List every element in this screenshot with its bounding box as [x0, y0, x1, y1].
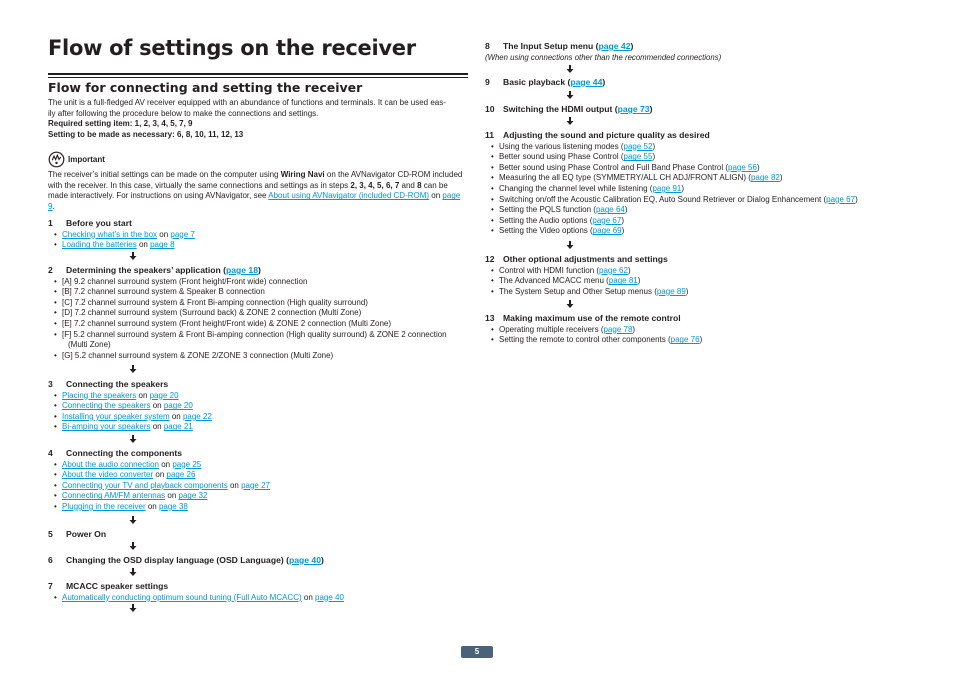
item-link[interactable]: Connecting AM/FM antennas	[62, 491, 166, 501]
step-7-list	[48, 593, 468, 604]
step-12	[485, 254, 905, 297]
list-item: • [C] 7.2 channel surround system & Front Bi-amping connection (High quality surround)	[54, 298, 468, 309]
page-number-badge: 5	[461, 646, 493, 658]
item-end: )	[652, 152, 656, 162]
step-6-page-link[interactable]: page 40	[288, 555, 321, 565]
item-page-link[interactable]: page 55	[623, 152, 653, 162]
step-10-title	[485, 104, 905, 115]
list-item	[491, 335, 905, 346]
step-2-title-text: Determining the speakers’ application (	[66, 265, 226, 275]
important-text-b: on the AVNavigator CD-ROM included with the receiver. In this case, virtually the same connections and settings as in steps	[48, 170, 463, 190]
item-page-link[interactable]: page 21	[163, 422, 193, 432]
step-10-title-text: Switching the HDMI output (	[503, 104, 618, 114]
step-2-title-end: )	[258, 265, 261, 275]
step-3-title	[48, 379, 468, 390]
item-end: )	[756, 162, 760, 172]
list-item	[491, 163, 905, 174]
required-label: Required setting item	[48, 119, 130, 129]
step-11-title-text: Adjusting the sound and picture quality as desired	[503, 130, 710, 140]
item-page-link[interactable]: page 26	[166, 470, 196, 480]
step-13-list	[485, 325, 905, 346]
flow-arrow-down-icon	[129, 435, 137, 443]
title-rule-thin	[48, 77, 468, 78]
list-item: • [G] 5.2 channel surround system & ZONE 2/ZONE 3 connection (Multi Zone)	[54, 351, 468, 362]
flow-arrow-down-icon	[566, 91, 574, 99]
item-text: The Advanced MCACC menu (	[499, 276, 609, 286]
list-item	[491, 195, 905, 206]
step-6-title-text: Changing the OSD display language (OSD Language) (	[66, 555, 289, 565]
intro-line-2: ily after following the procedure below to make the connections and settings.	[48, 108, 319, 118]
step-10-number: 10	[485, 104, 495, 114]
step-9-title	[485, 77, 905, 88]
item-on: on	[145, 501, 159, 511]
optional-values: : 6, 8, 10, 11, 12, 13	[172, 129, 244, 139]
list-item	[54, 401, 468, 412]
step-8-page-link[interactable]: page 42	[598, 41, 631, 51]
item-end: )	[779, 173, 783, 183]
step-8-note: (When using connections other than the recommended connections)	[485, 52, 722, 62]
item-on: on	[157, 229, 171, 239]
item-end: )	[632, 324, 636, 334]
step-8	[485, 41, 905, 63]
item-text: Better sound using Phase Control and Full Band Phase Control (	[499, 162, 729, 172]
step-4-title	[48, 448, 468, 459]
list-item	[491, 266, 905, 277]
step-11-title	[485, 130, 905, 141]
step-5-title-text: Power On	[66, 529, 107, 539]
page-title: Flow of settings on the receiver	[48, 36, 416, 60]
item-on: on	[136, 390, 150, 400]
flow-arrow-down-icon	[566, 241, 574, 249]
list-item	[54, 470, 468, 481]
item-page-link[interactable]: page 38	[158, 501, 188, 511]
required-items	[48, 119, 468, 130]
item-page-link[interactable]: page 7	[170, 229, 195, 239]
item-text: Using the various listening modes (	[499, 141, 624, 151]
list-item	[491, 205, 905, 216]
step-4-number: 4	[48, 448, 53, 458]
important-text-c: and	[399, 180, 418, 190]
avnavigator-link[interactable]: About using AVNavigator (included CD-ROM)	[268, 191, 430, 201]
item-end: )	[621, 226, 625, 236]
item-text: Setting the PQLS function (	[499, 205, 596, 215]
important-steps: 2, 3, 4, 5, 6, 7	[350, 180, 400, 190]
step-12-list	[485, 266, 905, 298]
step-1-number: 1	[48, 218, 53, 228]
item-text: Measuring the all EQ type (SYMMETRY/ALL CH ADJ/FRONT ALIGN) (	[499, 173, 751, 183]
item-link[interactable]: Connecting your TV and playback components	[62, 480, 228, 490]
item-end: )	[637, 276, 641, 286]
important-step-8: 8	[417, 180, 422, 190]
item-link[interactable]: Connecting the speakers	[62, 401, 151, 411]
title-rule-thick	[48, 73, 468, 75]
step-6	[48, 555, 468, 567]
list-item	[491, 287, 905, 298]
item-end: )	[621, 215, 624, 225]
list-item	[491, 216, 905, 227]
item-page-link[interactable]: page 81	[608, 276, 638, 286]
step-9-number: 9	[485, 77, 490, 87]
important-text	[48, 170, 468, 212]
step-12-title	[485, 254, 905, 265]
item-link[interactable]: Bi-amping your speakers	[62, 422, 151, 432]
item-text: Setting the Video options (	[499, 226, 593, 236]
important-block	[48, 151, 468, 212]
important-label: Important	[68, 155, 105, 164]
step-12-title-text: Other optional adjustments and settings	[503, 254, 668, 264]
step-11-number: 11	[485, 130, 495, 140]
step-2-list	[48, 277, 468, 362]
flow-arrow-down-icon	[129, 568, 137, 576]
step-4-list	[48, 460, 468, 513]
step-1-list	[48, 230, 468, 251]
list-item	[491, 142, 905, 153]
step-10	[485, 104, 905, 116]
item-on: on	[158, 459, 173, 469]
list-item	[54, 491, 468, 502]
item-link[interactable]: About the audio connection	[62, 459, 159, 469]
step-7	[48, 581, 468, 603]
item-on: on	[165, 491, 179, 501]
item-link[interactable]: About the video converter	[62, 470, 154, 480]
item-page-link[interactable]: page 52	[623, 141, 653, 151]
intro-text	[48, 98, 468, 140]
step-5-number: 5	[48, 529, 53, 539]
step-2	[48, 265, 468, 361]
item-link[interactable]: Plugging in the receiver	[62, 501, 146, 511]
step-1-title	[48, 218, 468, 229]
flow-arrow-down-icon	[566, 300, 574, 308]
important-header	[48, 151, 468, 168]
item-link[interactable]: Installing your speaker system	[62, 411, 170, 421]
item-end: )	[624, 205, 628, 215]
list-item	[54, 502, 468, 513]
intro-line-1: The unit is a full-fledged AV receiver equipped with an abundance of functions and terminals. It can be used eas-	[48, 98, 446, 107]
step-7-title-text: MCACC speaker settings	[66, 581, 169, 591]
list-item	[491, 184, 905, 195]
item-end: )	[652, 141, 656, 151]
step-13	[485, 313, 905, 346]
item-text: Switching on/off the Acoustic Calibration EQ, Auto Sound Retriever or Dialog Enhancement (	[499, 194, 827, 204]
step-11-list	[485, 142, 905, 237]
list-item	[54, 593, 468, 604]
list-item	[491, 173, 905, 184]
step-1-title-text: Before you start	[66, 218, 132, 228]
important-icon	[48, 151, 65, 168]
step-9-page-link[interactable]: page 44	[570, 77, 603, 87]
item-page-link[interactable]: page 67	[592, 215, 622, 225]
item-page-link[interactable]: page 78	[603, 324, 633, 334]
item-page-link[interactable]: page 62	[599, 265, 628, 275]
step-2-title	[48, 265, 468, 276]
flow-arrow-down-icon	[129, 542, 137, 550]
item-on: on	[169, 411, 183, 421]
step-8-title-text: The Input Setup menu (	[503, 41, 599, 51]
step-3	[48, 379, 468, 433]
step-9-title-end: )	[602, 77, 606, 87]
important-text-f: .	[52, 201, 55, 211]
step-8-title-end: )	[630, 41, 634, 51]
item-text: Control with HDMI function (	[499, 265, 600, 275]
item-page-link[interactable]: page 8	[150, 240, 175, 250]
list-item	[491, 152, 905, 163]
important-text-e: on	[429, 191, 443, 201]
item-link[interactable]: Loading the batteries	[62, 240, 137, 250]
page-9-link[interactable]: page 9	[48, 191, 461, 211]
flow-arrow-down-icon	[566, 65, 574, 73]
optional-items	[48, 130, 468, 141]
item-end: )	[681, 183, 685, 193]
item-on: on	[150, 422, 164, 432]
item-on: on	[301, 592, 316, 602]
list-item: • [D] 7.2 channel surround system (Surround back) & ZONE 2 connection (Multi Zone)	[54, 308, 468, 319]
step-6-title-end: )	[321, 555, 324, 565]
list-item	[54, 422, 468, 433]
item-end: )	[627, 265, 631, 275]
item-page-link[interactable]: page 56	[728, 162, 757, 172]
step-13-title	[485, 313, 905, 324]
step-13-number: 13	[485, 313, 495, 323]
step-3-title-text: Connecting the speakers	[66, 379, 169, 389]
step-5-title	[48, 529, 468, 540]
step-3-number: 3	[48, 379, 53, 389]
item-page-link[interactable]: page 20	[149, 390, 179, 400]
step-6-title	[48, 555, 468, 566]
step-6-number: 6	[48, 555, 53, 565]
required-values: : 1, 2, 3, 4, 5, 7, 9	[129, 119, 193, 129]
item-text: Setting the remote to control other components (	[499, 335, 671, 345]
list-item	[491, 276, 905, 287]
important-text-d: can be made interactively. For instructions on using AVNavigator, see	[48, 180, 448, 201]
item-page-link[interactable]: page 27	[241, 480, 270, 490]
list-item	[54, 240, 468, 251]
list-item: • [E] 7.2 channel surround system (Front height/Front wide) & ZONE 2 connection (Multi Zone)	[54, 319, 468, 330]
item-end: )	[699, 335, 703, 345]
important-text-a: The receiver’s initial settings can be made on the computer using	[48, 170, 281, 179]
item-page-link[interactable]: page 64	[595, 205, 625, 215]
step-4	[48, 448, 468, 513]
item-text: Operating multiple receivers (	[499, 324, 604, 334]
item-page-link[interactable]: page 22	[182, 411, 212, 421]
item-on: on	[227, 480, 242, 490]
step-2-number: 2	[48, 265, 53, 275]
wiring-navi-label: Wiring Navi	[280, 170, 325, 179]
item-page-link[interactable]: page 67	[826, 194, 856, 204]
item-link[interactable]: Placing the speakers	[62, 390, 137, 400]
item-page-link[interactable]: page 76	[670, 335, 700, 345]
item-page-link[interactable]: page 32	[178, 491, 208, 501]
item-text: Better sound using Phase Control (	[499, 152, 624, 162]
item-page-link[interactable]: page 40	[315, 592, 344, 602]
list-item	[491, 226, 905, 237]
flow-arrow-down-icon	[566, 117, 574, 125]
item-end: )	[685, 286, 689, 296]
item-text: Changing the channel level while listening (	[499, 183, 653, 193]
item-page-link[interactable]: page 25	[172, 459, 202, 469]
list-item: • [A] 9.2 channel surround system (Front height/Front wide) connection	[54, 277, 468, 288]
item-page-link[interactable]: page 20	[163, 401, 193, 411]
step-8-number: 8	[485, 41, 490, 51]
list-item-continuation: (Multi Zone)	[68, 340, 111, 350]
step-11	[485, 130, 905, 237]
item-page-link[interactable]: page 82	[750, 173, 780, 183]
item-link[interactable]: Automatically conducting optimum sound tuning (Full Auto MCACC)	[62, 592, 302, 602]
step-5	[48, 529, 468, 541]
item-text: Setting the Audio options (	[499, 215, 593, 225]
list-item	[54, 460, 468, 471]
item-on: on	[153, 470, 167, 480]
step-9-title-text: Basic playback (	[503, 77, 571, 87]
step-1	[48, 218, 468, 251]
step-3-list	[48, 391, 468, 433]
step-7-title	[48, 581, 468, 592]
section-heading: Flow for connecting and setting the receiver	[48, 80, 363, 95]
step-7-number: 7	[48, 581, 53, 591]
item-text: The System Setup and Other Setup menus (	[499, 286, 657, 296]
list-item: • [B] 7.2 channel surround system & Speaker B connection	[54, 287, 468, 298]
step-8-title	[485, 41, 905, 52]
item-page-link[interactable]: page 69	[592, 226, 622, 236]
list-item	[54, 391, 468, 402]
item-end: )	[855, 194, 858, 204]
flow-arrow-down-icon	[129, 604, 137, 612]
step-10-page-link[interactable]: page 73	[617, 104, 650, 114]
flow-arrow-down-icon	[129, 365, 137, 373]
item-page-link[interactable]: page 91	[652, 183, 682, 193]
item-on: on	[136, 240, 151, 250]
list-item	[54, 412, 468, 423]
step-4-title-text: Connecting the components	[66, 448, 183, 458]
item-page-link[interactable]: page 89	[656, 286, 686, 296]
list-item	[491, 325, 905, 336]
optional-label: Setting to be made as necessary	[48, 129, 173, 139]
step-2-page-link[interactable]: page 18	[225, 265, 258, 275]
flow-arrow-down-icon	[129, 252, 137, 260]
step-12-number: 12	[485, 254, 495, 264]
step-9	[485, 77, 905, 89]
list-item	[54, 481, 468, 492]
list-item: • [F] 5.2 channel surround system & Front Bi-amping connection (High quality surround) & ZONE 2 connection	[54, 330, 468, 341]
item-link[interactable]: Checking what’s in the box	[62, 229, 158, 239]
step-13-title-text: Making maximum use of the remote control	[503, 313, 681, 323]
list-item	[54, 230, 468, 241]
item-on: on	[150, 401, 164, 411]
step-10-title-end: )	[649, 104, 653, 114]
flow-arrow-down-icon	[129, 516, 137, 524]
